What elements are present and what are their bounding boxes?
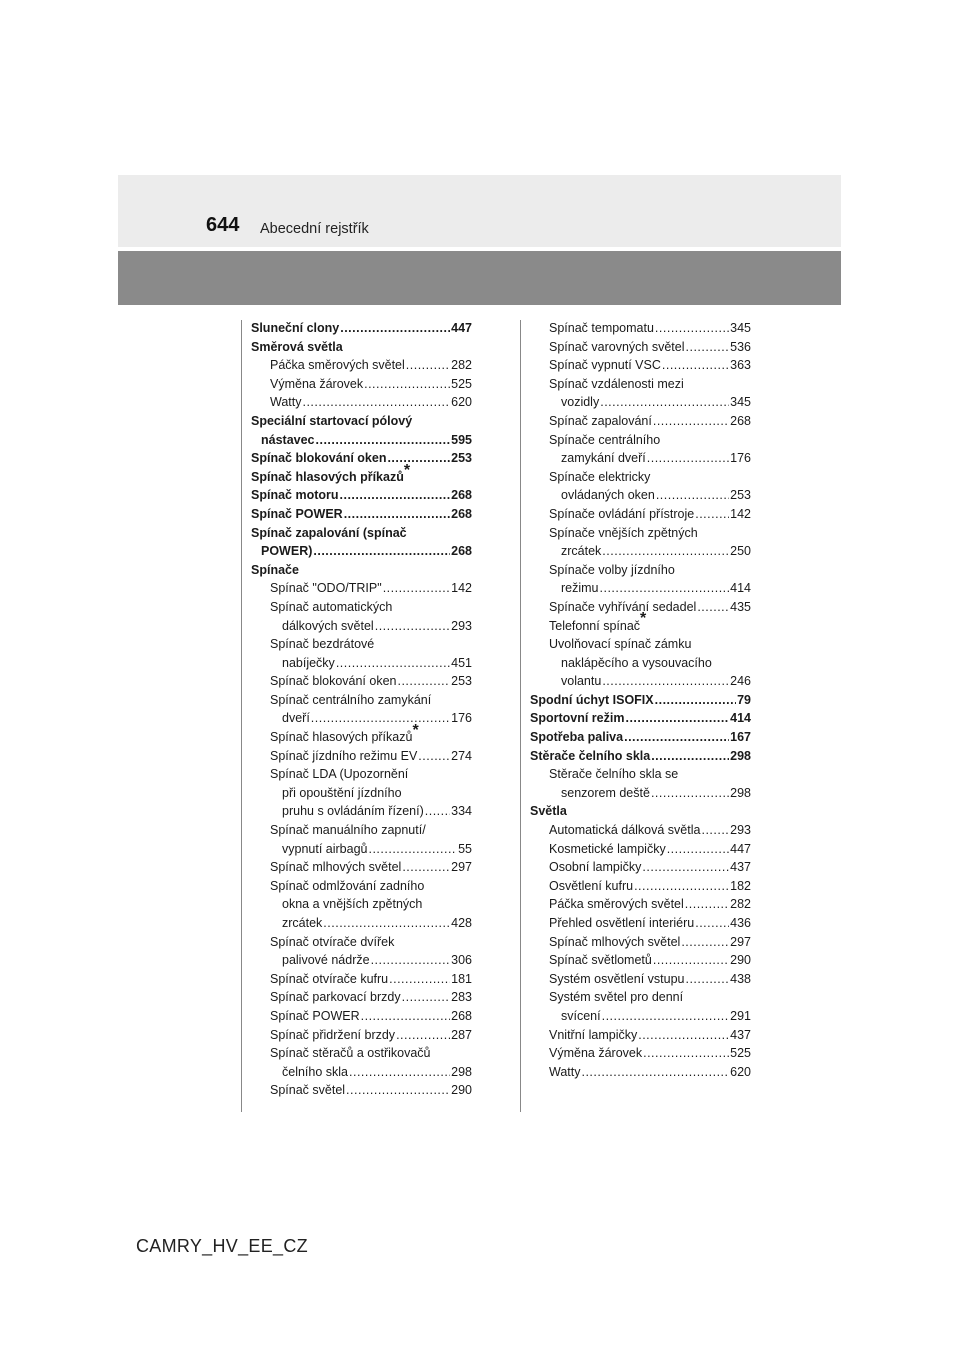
- dot-leader: [316, 431, 451, 450]
- entry-text: palivové nádrže: [282, 953, 370, 968]
- document-code: CAMRY_HV_EE_CZ: [136, 1236, 308, 1256]
- dot-leader: [311, 709, 450, 728]
- entry-text: Spínače vyhřívání sedadel: [549, 599, 697, 614]
- index-heading: [251, 412, 472, 431]
- index-entry: [251, 672, 472, 691]
- dot-leader: [602, 672, 729, 691]
- index-heading: [530, 802, 751, 821]
- page-reference: 297: [451, 860, 472, 875]
- index-entry: [251, 858, 472, 877]
- dot-leader: [600, 393, 729, 412]
- entry-text: čelního skla: [282, 1064, 349, 1079]
- entry-text: dálkových světel: [282, 618, 374, 633]
- dot-leader: [344, 505, 450, 524]
- index-entry: [251, 505, 472, 524]
- entry-text: vypnutí airbagů: [282, 841, 368, 856]
- index-entry: [530, 486, 751, 505]
- footnote-star-icon: *: [403, 461, 411, 479]
- dot-leader: [667, 840, 729, 859]
- index-entry: [251, 1026, 472, 1045]
- dot-leader: [602, 542, 729, 561]
- index-entry: [530, 877, 751, 896]
- dot-leader: [346, 1081, 450, 1100]
- index-column-left: [251, 319, 472, 1100]
- entry-text: Spínač POWER: [251, 506, 343, 521]
- entry-text: Automatická dálková světla: [549, 823, 701, 838]
- page-reference: 620: [730, 1064, 751, 1079]
- entry-text: Spínač varovných světel: [549, 339, 685, 354]
- dot-leader: [647, 449, 729, 468]
- index-entry: [530, 914, 751, 933]
- dot-leader: [313, 542, 450, 561]
- entry-text: ovládaných oken: [561, 488, 655, 503]
- index-entry: [251, 951, 472, 970]
- footnote-star-icon: *: [412, 721, 419, 739]
- index-entry: [530, 542, 751, 561]
- dot-leader: [406, 356, 450, 375]
- entry-text: Spínač světel: [270, 1083, 346, 1098]
- page-reference: 268: [730, 413, 751, 428]
- index-heading: [251, 765, 472, 784]
- entry-text: Spínač parkovací brzdy: [270, 990, 401, 1005]
- page-reference: 253: [451, 674, 472, 689]
- entry-text: Spínač hlasových příkazů: [251, 469, 404, 484]
- dot-leader: [397, 672, 450, 691]
- page-reference: 268: [451, 544, 472, 559]
- entry-text: Spínače ovládání přístroje: [549, 506, 695, 521]
- page-reference: 268: [451, 488, 472, 503]
- index-heading: [251, 784, 472, 803]
- entry-text: Světla: [530, 804, 567, 819]
- page-reference: 451: [451, 655, 472, 670]
- entry-text: senzorem deště: [561, 785, 650, 800]
- index-entry: [530, 951, 751, 970]
- index-entry: [530, 338, 751, 357]
- index-entry: [530, 895, 751, 914]
- entry-text: naklápěcího a vysouvacího: [561, 655, 712, 670]
- index-heading: [251, 721, 472, 747]
- index-heading: [530, 654, 751, 673]
- entry-text: Spotřeba paliva: [530, 730, 624, 745]
- dot-leader: [371, 951, 451, 970]
- index-entry: [251, 840, 472, 859]
- entry-text: vozidly: [561, 395, 600, 410]
- page-reference: 363: [730, 358, 751, 373]
- dot-leader: [651, 784, 729, 803]
- page-reference: 436: [730, 916, 751, 930]
- page-reference: 253: [730, 488, 751, 503]
- index-entry: [251, 579, 472, 598]
- index-heading: [530, 375, 751, 394]
- index-heading: [530, 561, 751, 580]
- index-entry: [530, 747, 751, 766]
- dot-leader: [402, 988, 451, 1007]
- page-reference: 595: [451, 432, 472, 447]
- index-entry: [530, 933, 751, 952]
- dot-leader: [685, 970, 729, 989]
- entry-text: Speciální startovací pólový: [251, 413, 413, 428]
- entry-text: volantu: [561, 674, 602, 689]
- entry-text: režimu: [561, 581, 599, 596]
- entry-text: svícení: [561, 1008, 601, 1023]
- entry-text: Spínač stěračů a ostřikovačů: [270, 1046, 431, 1061]
- index-entry: [530, 449, 751, 468]
- header-gray-bar: [118, 251, 841, 305]
- page-reference: 298: [730, 785, 751, 800]
- page-reference: 306: [451, 953, 472, 968]
- index-entry: [530, 505, 751, 524]
- entry-text: nástavec: [261, 432, 315, 447]
- index-entry: [251, 486, 472, 505]
- entry-text: Systém světel pro denní: [549, 990, 684, 1005]
- index-entry: [530, 709, 751, 728]
- index-heading: [530, 610, 751, 636]
- index-entry: [251, 617, 472, 636]
- page-reference: 437: [730, 860, 751, 875]
- page-reference: 414: [730, 581, 751, 596]
- page-reference: 182: [730, 878, 751, 893]
- dot-leader: [383, 579, 450, 598]
- entry-text: Přehled osvětlení interiéru: [549, 916, 695, 930]
- dot-leader: [638, 1026, 729, 1045]
- page-reference: 447: [451, 321, 472, 335]
- dot-leader: [624, 728, 729, 747]
- dot-leader: [655, 691, 736, 710]
- dot-leader: [651, 747, 729, 766]
- dot-leader: [368, 840, 457, 859]
- page-reference: 525: [451, 376, 472, 391]
- page-title: Abecední rejstřík: [260, 221, 369, 237]
- entry-text: Výměna žárovek: [270, 376, 364, 391]
- index-entry: [251, 1007, 472, 1026]
- page-reference: 414: [730, 711, 751, 726]
- entry-text: Sluneční clony: [251, 321, 340, 335]
- dot-leader: [581, 1063, 729, 1082]
- entry-text: Systém osvětlení vstupu: [549, 971, 685, 986]
- entry-text: Spínač vypnutí VSC: [549, 358, 661, 373]
- index-entry: [251, 542, 472, 561]
- page-reference: 293: [730, 823, 751, 838]
- index-heading: [251, 933, 472, 952]
- page-reference: 55: [458, 841, 472, 856]
- page-reference: 290: [451, 1083, 472, 1098]
- entry-text: Směrová světla: [251, 339, 343, 354]
- entry-text: Spínač blokování oken: [251, 451, 387, 466]
- page-reference: 181: [451, 971, 472, 986]
- entry-text: Spínač tempomatu: [549, 321, 654, 335]
- dot-leader: [655, 319, 729, 338]
- footnote-star-icon: *: [640, 610, 647, 628]
- index-entry: [251, 747, 472, 766]
- page-reference: 167: [730, 730, 751, 745]
- index-entry: [251, 319, 472, 338]
- page-reference: 291: [730, 1008, 751, 1023]
- dot-leader: [701, 821, 729, 840]
- entry-text: Stěrače čelního skla: [530, 748, 651, 763]
- entry-text: Spínač vzdálenosti mezi: [549, 376, 684, 391]
- page-reference: 293: [451, 618, 472, 633]
- dot-leader: [625, 709, 729, 728]
- entry-text: při opouštění jízdního: [282, 785, 402, 800]
- page-reference: 298: [730, 748, 751, 763]
- index-heading: [251, 561, 472, 580]
- dot-leader: [686, 338, 730, 357]
- index-entry: [530, 821, 751, 840]
- index-heading: [251, 821, 472, 840]
- index-entry: [251, 654, 472, 673]
- index-entry: [251, 431, 472, 450]
- entry-text: Spínač odmlžování zadního: [270, 878, 425, 893]
- dot-leader: [653, 951, 729, 970]
- entry-text: Spínač centrálního zamykání: [270, 692, 432, 707]
- dot-leader: [302, 393, 450, 412]
- page-reference: 345: [730, 395, 751, 410]
- dot-leader: [425, 802, 450, 821]
- entry-text: Spínač otvírače dvířek: [270, 934, 395, 949]
- index-entry: [251, 375, 472, 394]
- entry-text: Stěrače čelního skla se: [549, 767, 679, 782]
- page-reference: 268: [451, 506, 472, 521]
- entry-text: Spodní úchyt ISOFIX: [530, 692, 654, 707]
- page-reference: 283: [451, 990, 472, 1005]
- dot-leader: [361, 1007, 451, 1026]
- page-reference: 274: [451, 748, 472, 763]
- index-entry: [251, 709, 472, 728]
- page-reference: 142: [730, 506, 751, 521]
- page-reference: 435: [730, 599, 751, 614]
- column-divider-left: [241, 320, 242, 1112]
- page-reference: 246: [730, 674, 751, 689]
- entry-text: Spínač LDA (Upozornění: [270, 767, 409, 782]
- entry-text: POWER): [261, 544, 313, 559]
- index-heading: [530, 765, 751, 784]
- page-reference: 287: [451, 1027, 472, 1042]
- entry-text: Spínače volby jízdního: [549, 562, 675, 577]
- index-entry: [251, 988, 472, 1007]
- entry-text: nabíječky: [282, 655, 335, 670]
- entry-text: Spínače: [251, 562, 299, 577]
- index-entry: [530, 672, 751, 691]
- page-reference: 447: [730, 841, 751, 856]
- index-entry: [251, 970, 472, 989]
- index-entry: [530, 728, 751, 747]
- page-reference: 525: [730, 1046, 751, 1061]
- dot-leader: [634, 877, 729, 896]
- entry-text: Watty: [549, 1064, 581, 1079]
- index-heading: [530, 988, 751, 1007]
- index-entry: [251, 356, 472, 375]
- entry-text: Spínač bezdrátové: [270, 637, 375, 652]
- entry-text: Spínače elektricky: [549, 469, 651, 484]
- page-reference: 250: [730, 544, 751, 559]
- index-entry: [530, 970, 751, 989]
- index-entry: [530, 784, 751, 803]
- column-divider-middle: [520, 320, 521, 1112]
- index-heading: [251, 524, 472, 543]
- entry-text: Spínač automatických: [270, 599, 393, 614]
- index-entry: [530, 412, 751, 431]
- dot-leader: [375, 617, 450, 636]
- entry-text: Spínače vnějších zpětných: [549, 525, 698, 540]
- entry-text: zamykání dveří: [561, 451, 646, 466]
- entry-text: Páčka směrových světel: [549, 897, 684, 912]
- page-reference: 282: [730, 897, 751, 912]
- dot-leader: [349, 1063, 450, 1082]
- index-entry: [530, 1026, 751, 1045]
- entry-text: Telefonní spínač: [549, 618, 641, 633]
- page-reference: 298: [451, 1064, 472, 1079]
- index-entry: [530, 858, 751, 877]
- entry-text: Spínač motoru: [251, 488, 339, 503]
- dot-leader: [642, 858, 729, 877]
- page-reference: 268: [451, 1008, 472, 1023]
- dot-leader: [653, 412, 729, 431]
- entry-text: Watty: [270, 395, 302, 410]
- entry-text: Sportovní režim: [530, 711, 625, 726]
- page-reference: 437: [730, 1027, 751, 1042]
- dot-leader: [602, 1007, 730, 1026]
- entry-text: Spínač jízdního režimu EV: [270, 748, 418, 763]
- dot-leader: [389, 970, 450, 989]
- dot-leader: [662, 356, 729, 375]
- page-reference: 290: [730, 953, 751, 968]
- entry-text: Spínač zapalování: [549, 413, 652, 428]
- index-heading: [251, 598, 472, 617]
- entry-text: Vnitřní lampičky: [549, 1027, 638, 1042]
- index-entry: [530, 319, 751, 338]
- entry-text: Spínače centrálního: [549, 432, 661, 447]
- entry-text: Spínač přidržení brzdy: [270, 1027, 396, 1042]
- index-heading: [530, 468, 751, 487]
- page-reference: 79: [737, 692, 751, 707]
- dot-leader: [643, 1044, 729, 1063]
- entry-text: Spínač "ODO/TRIP": [270, 581, 382, 596]
- dot-leader: [323, 914, 450, 933]
- index-entry: [530, 1007, 751, 1026]
- dot-leader: [336, 654, 450, 673]
- index-entry: [251, 393, 472, 412]
- entry-text: zrcátek: [561, 544, 602, 559]
- index-entry: [251, 449, 472, 468]
- page-reference: 176: [451, 711, 472, 726]
- index-entry: [530, 1044, 751, 1063]
- index-entry: [530, 393, 751, 412]
- dot-leader: [402, 858, 450, 877]
- index-entry: [251, 1063, 472, 1082]
- index-heading: [530, 635, 751, 654]
- entry-text: Spínač světlometů: [549, 953, 652, 968]
- entry-text: Spínač POWER: [270, 1008, 360, 1023]
- dot-leader: [681, 933, 729, 952]
- page-reference: 438: [730, 971, 751, 986]
- page-reference: 428: [451, 916, 472, 930]
- index-heading: [251, 1044, 472, 1063]
- dot-leader: [396, 1026, 450, 1045]
- page-reference: 334: [451, 804, 472, 819]
- entry-text: Kosmetické lampičky: [549, 841, 666, 856]
- entry-text: Výměna žárovek: [549, 1046, 643, 1061]
- entry-text: Spínač mlhových světel: [549, 934, 681, 949]
- entry-text: okna a vnějších zpětných: [282, 897, 423, 912]
- entry-text: Osobní lampičky: [549, 860, 642, 875]
- entry-text: Spínač hlasových příkazů: [270, 730, 413, 745]
- entry-text: pruhu s ovládáním řízení): [282, 804, 424, 819]
- index-heading: [251, 635, 472, 654]
- dot-leader: [340, 319, 450, 338]
- index-heading: [251, 338, 472, 357]
- index-entry: [530, 579, 751, 598]
- index-entry: [251, 802, 472, 821]
- dot-leader: [695, 914, 729, 933]
- entry-text: Spínač otvírače kufru: [270, 971, 389, 986]
- dot-leader: [387, 449, 450, 468]
- index-heading: [251, 461, 472, 487]
- page-reference: 282: [451, 358, 472, 373]
- index-column-right: [530, 319, 751, 1081]
- index-heading: [530, 431, 751, 450]
- index-heading: [251, 877, 472, 896]
- page-reference: 142: [451, 581, 472, 596]
- index-entry: [530, 1063, 751, 1082]
- dot-leader: [600, 579, 730, 598]
- entry-text: Osvětlení kufru: [549, 878, 634, 893]
- dot-leader: [364, 375, 450, 394]
- dot-leader: [697, 598, 729, 617]
- index-entry: [251, 1081, 472, 1100]
- dot-leader: [685, 895, 729, 914]
- dot-leader: [418, 747, 450, 766]
- page-reference: 620: [451, 395, 472, 410]
- index-entry: [530, 691, 751, 710]
- entry-text: Spínač zapalování (spínač: [251, 525, 407, 540]
- dot-leader: [695, 505, 729, 524]
- page-reference: 345: [730, 321, 751, 335]
- page-number: 644: [206, 214, 240, 236]
- entry-text: Spínač mlhových světel: [270, 860, 402, 875]
- entry-text: Spínač manuálního zapnutí/: [270, 823, 426, 838]
- entry-text: dveří: [282, 711, 310, 726]
- index-heading: [251, 691, 472, 710]
- entry-text: Spínač blokování oken: [270, 674, 397, 689]
- index-entry: [530, 356, 751, 375]
- index-entry: [530, 840, 751, 859]
- page-reference: 253: [451, 451, 472, 466]
- index-heading: [530, 524, 751, 543]
- dot-leader: [656, 486, 729, 505]
- entry-text: Páčka směrových světel: [270, 358, 405, 373]
- page-reference: 536: [730, 339, 751, 354]
- page-reference: 297: [730, 934, 751, 949]
- index-heading: [251, 895, 472, 914]
- dot-leader: [340, 486, 451, 505]
- index-entry: [251, 914, 472, 933]
- entry-text: Uvolňovací spínač zámku: [549, 637, 692, 652]
- page-reference: 176: [730, 451, 751, 466]
- entry-text: zrcátek: [282, 916, 323, 930]
